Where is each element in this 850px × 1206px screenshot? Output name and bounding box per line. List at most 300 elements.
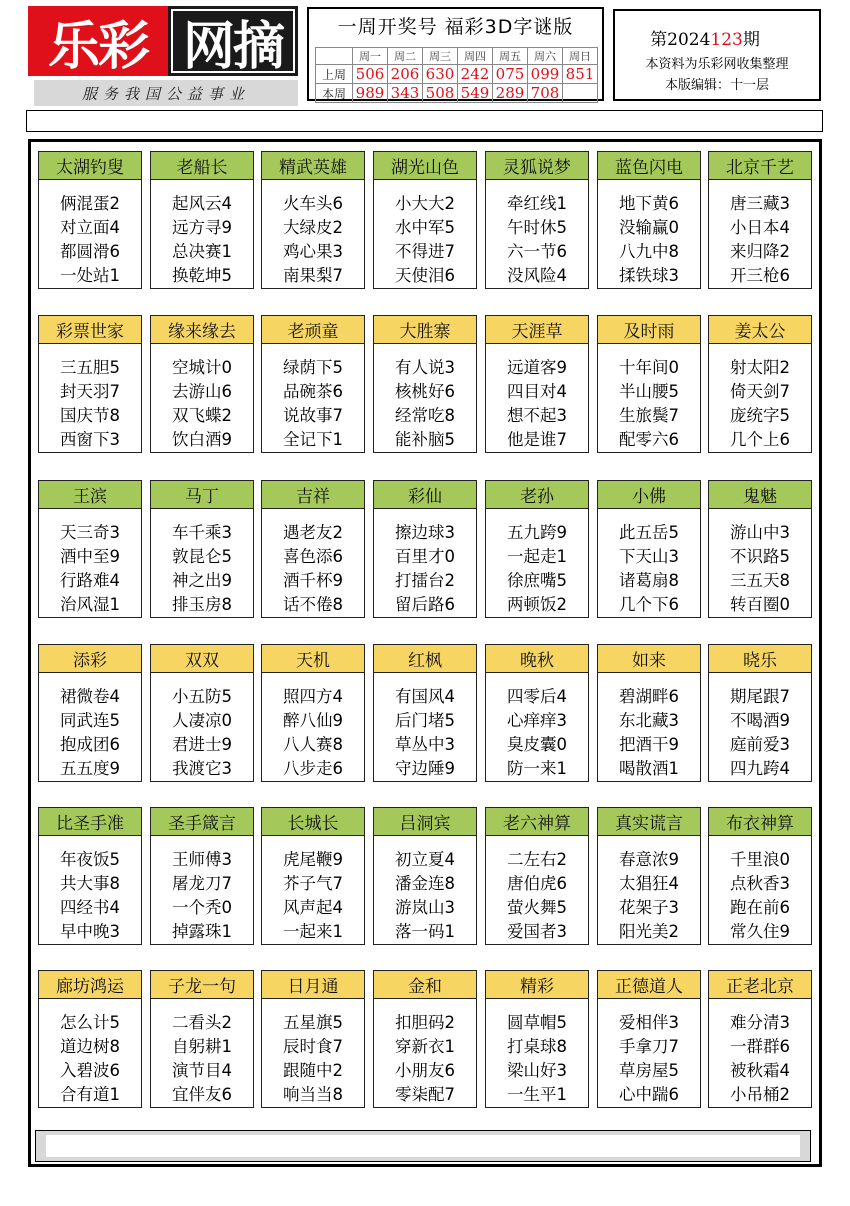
riddle-line: 全记下1 [283,430,343,449]
riddle-line: 天三奇3 [60,523,120,542]
riddle-line: 转百圈0 [730,595,790,614]
riddle-line: 此五岳5 [619,523,679,542]
riddle-card-lines [262,192,364,288]
riddle-card [597,151,701,289]
riddle-line: 响当当8 [283,1085,343,1104]
riddle-line: 草丛中3 [395,735,455,754]
riddle-line: 四经书4 [60,898,120,917]
weekday-header: 周六 [528,48,563,65]
riddle-line: 早中晚3 [60,922,120,941]
riddle-line: 火车头6 [283,194,343,213]
draw-number: 989 [353,84,388,103]
riddle-line: 四目对4 [507,382,567,401]
riddle-line: 一生平1 [507,1085,567,1104]
riddle-card-title: 精彩 [486,971,588,999]
issue-suffix: 期 [742,30,760,50]
riddle-card-title: 精武英雄 [262,152,364,180]
riddle-line: 零柒配7 [395,1085,455,1104]
riddle-line: 饮白酒9 [172,430,232,449]
riddle-line: 爱国者3 [507,922,567,941]
riddle-card-title: 湖光山色 [374,152,476,180]
riddle-line: 话不倦8 [283,595,343,614]
riddle-card-lines [39,685,141,781]
riddle-line: 圆草帽5 [507,1013,567,1032]
riddle-line: 臭皮囊0 [507,735,567,754]
riddle-line: 换乾坤5 [172,266,232,285]
weekly-draw-table [315,47,598,103]
riddle-line: 五九跨9 [507,523,567,542]
riddle-line: 道边树8 [60,1037,120,1056]
riddle-line: 入碧波6 [60,1061,120,1080]
riddle-line: 把酒干9 [619,735,679,754]
footer-bar [35,1130,811,1162]
riddle-card [150,480,254,618]
riddle-grid [28,139,822,1167]
riddle-card [597,315,701,453]
riddle-line: 都圆滑6 [60,242,120,261]
riddle-line: 演节目4 [172,1061,232,1080]
riddle-card-title: 老孙 [486,481,588,509]
riddle-line: 两顿饭2 [507,595,567,614]
riddle-line: 诸葛扇8 [619,571,679,590]
riddle-line: 小吊桶2 [730,1085,790,1104]
riddle-line: 穿新衣1 [395,1037,455,1056]
riddle-line: 八人赛8 [283,735,343,754]
riddle-line: 跟随中2 [283,1061,343,1080]
riddle-line: 没输赢0 [619,218,679,237]
riddle-line: 十年间0 [619,358,679,377]
riddle-line: 遇老友2 [283,523,343,542]
riddle-line: 绿荫下5 [283,358,343,377]
riddle-line: 唐三藏3 [730,194,790,213]
riddle-card [373,970,477,1108]
riddle-card [150,644,254,782]
riddle-line: 抱成团6 [60,735,120,754]
riddle-card-title: 北京千艺 [709,152,811,180]
riddle-card-title: 如来 [598,645,700,673]
riddle-line: 庭前爱3 [730,735,790,754]
riddle-line: 空城计0 [172,358,232,377]
draw-number: 242 [458,65,493,84]
blank-banner [26,110,823,132]
riddle-line: 心中踹6 [619,1085,679,1104]
riddle-card [261,480,365,618]
riddle-line: 来归降2 [730,242,790,261]
riddle-card-title: 日月通 [262,971,364,999]
riddle-line: 留后路6 [395,595,455,614]
riddle-card-lines [598,356,700,452]
riddle-card [373,807,477,945]
riddle-card-title: 长城长 [262,808,364,836]
riddle-line: 心痒痒3 [507,711,567,730]
riddle-line: 防一来1 [507,759,567,778]
riddle-line: 三五天8 [730,571,790,590]
riddle-line: 四九跨4 [730,759,790,778]
riddle-line: 八九中8 [619,242,679,261]
riddle-card-lines [151,685,253,781]
riddle-card-title: 及时雨 [598,316,700,344]
draw-panel-title: 一周开奖号 福彩3D字谜版 [337,16,574,38]
riddle-line: 辰时食7 [283,1037,343,1056]
riddle-card [150,315,254,453]
riddle-line: 五五度9 [60,759,120,778]
riddle-line: 揉铁球3 [619,266,679,285]
riddle-line: 生旅鬓7 [619,406,679,425]
riddle-line: 风声起4 [283,898,343,917]
riddle-card-title: 老顽童 [262,316,364,344]
riddle-line: 裙微卷4 [60,687,120,706]
riddle-card-title: 鬼魅 [709,481,811,509]
riddle-line: 太猖狂4 [619,874,679,893]
riddle-card-lines [709,685,811,781]
riddle-line: 想不起3 [507,406,567,425]
riddle-line: 掉露珠1 [172,922,232,941]
riddle-card-title: 布衣神算 [709,808,811,836]
riddle-card-lines [262,685,364,781]
riddle-line: 同武连5 [60,711,120,730]
riddle-card [708,315,812,453]
riddle-card-lines [374,192,476,288]
riddle-line: 起风云4 [172,194,232,213]
riddle-line: 排玉房8 [172,595,232,614]
this-week-label: 本周 [316,84,353,103]
riddle-card [373,151,477,289]
issue-number [603,25,807,50]
draw-number: 099 [528,65,563,84]
riddle-line: 二左右2 [507,850,567,869]
riddle-line: 游岚山3 [395,898,455,917]
riddle-card [708,970,812,1108]
riddle-card-title: 晚秋 [486,645,588,673]
riddle-line: 一起走1 [507,547,567,566]
riddle-line: 阳光美2 [619,922,679,941]
riddle-card-lines [374,848,476,944]
riddle-card-lines [709,848,811,944]
riddle-card-title: 比圣手准 [39,808,141,836]
riddle-line: 双飞蝶2 [172,406,232,425]
riddle-line: 王师傅3 [172,850,232,869]
issue-info-panel [613,9,821,101]
riddle-card-title: 马丁 [151,481,253,509]
draw-number [563,84,598,103]
riddle-line: 爱相伴3 [619,1013,679,1032]
riddle-line: 几个上6 [730,430,790,449]
riddle-line: 宜伴友6 [172,1085,232,1104]
riddle-card [38,315,142,453]
riddle-line: 大绿皮2 [283,218,343,237]
riddle-card-title: 吉祥 [262,481,364,509]
riddle-card [261,644,365,782]
riddle-card-lines [598,521,700,617]
riddle-line: 午时休5 [507,218,567,237]
draw-number: 508 [423,84,458,103]
riddle-card-lines [486,521,588,617]
riddle-line: 南果梨7 [283,266,343,285]
riddle-line: 封天羽7 [60,382,120,401]
weekday-header: 周一 [353,48,388,65]
riddle-card [373,644,477,782]
riddle-card-lines [151,356,253,452]
riddle-line: 天使泪6 [395,266,455,285]
riddle-card [485,970,589,1108]
riddle-line: 半山腰5 [619,382,679,401]
last-week-row [316,65,598,84]
riddle-card-lines [39,521,141,617]
riddle-line: 后门堵5 [395,711,455,730]
riddle-line: 鸡心果3 [283,242,343,261]
riddle-line: 治风湿1 [60,595,120,614]
riddle-line: 一起来1 [283,922,343,941]
riddle-line: 一群群6 [730,1037,790,1056]
riddle-line: 守边陲9 [395,759,455,778]
riddle-card-title: 蓝色闪电 [598,152,700,180]
riddle-line: 经常吃8 [395,406,455,425]
riddle-line: 落一码1 [395,922,455,941]
riddle-card [261,315,365,453]
riddle-line: 东北藏3 [619,711,679,730]
riddle-line: 共大事8 [60,874,120,893]
riddle-line: 虎尾鞭9 [283,850,343,869]
weekday-header: 周三 [423,48,458,65]
riddle-line: 打桌球8 [507,1037,567,1056]
riddle-line: 草房屋5 [619,1061,679,1080]
riddle-card-title: 彩仙 [374,481,476,509]
riddle-line: 没风险4 [507,266,567,285]
riddle-line: 远方寻9 [172,218,232,237]
riddle-card-lines [486,848,588,944]
riddle-line: 千里浪0 [730,850,790,869]
riddle-card-lines [39,192,141,288]
weekday-header: 周二 [388,48,423,65]
last-week-label: 上周 [316,65,353,84]
riddle-line: 百里才0 [395,547,455,566]
riddle-line: 期尾跟7 [730,687,790,706]
riddle-card-title: 姜太公 [709,316,811,344]
riddle-line: 徐庶嘴5 [507,571,567,590]
riddle-card-title: 金和 [374,971,476,999]
riddle-line: 西窗下3 [60,430,120,449]
riddle-line: 跑在前6 [730,898,790,917]
riddle-line: 小朋友6 [395,1061,455,1080]
riddle-card-title: 天机 [262,645,364,673]
riddle-line: 我渡它3 [172,759,232,778]
draw-number: 206 [388,65,423,84]
riddle-line: 小五防5 [172,687,232,706]
riddle-line: 品碗茶6 [283,382,343,401]
riddle-card-title: 吕洞宾 [374,808,476,836]
draw-number: 075 [493,65,528,84]
riddle-card [597,807,701,945]
riddle-card [485,151,589,289]
riddle-card-lines [39,848,141,944]
riddle-line: 春意浓9 [619,850,679,869]
issue-editor: 本版编辑：十一层 [664,78,769,93]
riddle-line: 喜色添6 [283,547,343,566]
logo-part-red: 乐彩 [28,6,168,76]
riddle-card-lines [262,848,364,944]
riddle-line: 唐伯虎6 [507,874,567,893]
riddle-card-lines [374,685,476,781]
riddle-line: 碧湖畔6 [619,687,679,706]
riddle-card-title: 子龙一句 [151,971,253,999]
riddle-card-title: 小佛 [598,481,700,509]
riddle-card-title: 红枫 [374,645,476,673]
riddle-card-title: 老船长 [151,152,253,180]
riddle-line: 不得进7 [395,242,455,261]
riddle-card [485,480,589,618]
riddle-card [150,151,254,289]
riddle-line: 合有道1 [60,1085,120,1104]
riddle-card-lines [486,1011,588,1107]
riddle-card [708,151,812,289]
corner-cell [316,48,353,65]
riddle-card [597,970,701,1108]
riddle-card-lines [486,685,588,781]
riddle-line: 配零六6 [619,430,679,449]
riddle-card [485,315,589,453]
riddle-line: 照四方4 [283,687,343,706]
issue-prefix: 第2024 [650,30,711,50]
draw-number: 851 [563,65,598,84]
riddle-card-lines [262,521,364,617]
riddle-line: 人凄凉0 [172,711,232,730]
riddle-card [485,807,589,945]
riddle-card-title: 廊坊鸿运 [39,971,141,999]
riddle-line: 二看头2 [172,1013,232,1032]
riddle-card-lines [39,1011,141,1107]
riddle-line: 他是谁7 [507,430,567,449]
riddle-line: 年夜饭5 [60,850,120,869]
riddle-card-title: 缘来缘去 [151,316,253,344]
riddle-card-title: 双双 [151,645,253,673]
riddle-line: 地下黄6 [619,194,679,213]
riddle-card [38,644,142,782]
draw-number: 549 [458,84,493,103]
riddle-line: 六一节6 [507,242,567,261]
riddle-card-title: 真实谎言 [598,808,700,836]
riddle-line: 三五胆5 [60,358,120,377]
riddle-card-title: 老六神算 [486,808,588,836]
riddle-card-lines [151,1011,253,1107]
riddle-line: 核桃好6 [395,382,455,401]
riddle-line: 难分清3 [730,1013,790,1032]
riddle-line: 五星旗5 [283,1013,343,1032]
riddle-line: 萤火舞5 [507,898,567,917]
riddle-card-title: 正德道人 [598,971,700,999]
riddle-card [261,807,365,945]
riddle-line: 潘金连8 [395,874,455,893]
riddle-line: 初立夏4 [395,850,455,869]
riddle-card [38,807,142,945]
riddle-line: 喝散酒1 [619,759,679,778]
riddle-line: 手拿刀7 [619,1037,679,1056]
riddle-line: 酒中至9 [60,547,120,566]
riddle-line: 常久住9 [730,922,790,941]
riddle-line: 不喝酒9 [730,711,790,730]
weekday-header: 周日 [563,48,598,65]
riddle-card-lines [709,1011,811,1107]
draw-number: 708 [528,84,563,103]
riddle-card-lines [709,521,811,617]
riddle-card [708,644,812,782]
weekday-header: 周四 [458,48,493,65]
riddle-card-title: 灵狐说梦 [486,152,588,180]
riddle-card-lines [374,521,476,617]
riddle-line: 不识路5 [730,547,790,566]
weekly-draw-panel [307,7,604,101]
riddle-line: 去游山6 [172,382,232,401]
riddle-line: 敦昆仑5 [172,547,232,566]
riddle-line: 点秋香3 [730,874,790,893]
riddle-line: 怎么计5 [60,1013,120,1032]
riddle-card-title: 晓乐 [709,645,811,673]
riddle-line: 行路难4 [60,571,120,590]
logo-part-black: 网摘 [168,6,298,76]
riddle-line: 自躬耕1 [172,1037,232,1056]
issue-source-note: 本资料为乐彩网收集整理 [645,57,789,72]
weekday-header-row [316,48,598,65]
riddle-line: 屠龙刀7 [172,874,232,893]
riddle-line: 射太阳2 [730,358,790,377]
riddle-card [597,644,701,782]
riddle-line: 庞统字5 [730,406,790,425]
riddle-line: 说故事7 [283,406,343,425]
riddle-card [150,807,254,945]
riddle-line: 擦边球3 [395,523,455,542]
riddle-line: 花架子3 [619,898,679,917]
riddle-line: 总决赛1 [172,242,232,261]
riddle-card-lines [262,1011,364,1107]
riddle-card-lines [598,1011,700,1107]
riddle-card-lines [598,192,700,288]
riddle-card-lines [262,356,364,452]
riddle-line: 醉八仙9 [283,711,343,730]
riddle-line: 牵红线1 [507,194,567,213]
riddle-card-lines [486,192,588,288]
riddle-line: 远道客9 [507,358,567,377]
riddle-card [708,807,812,945]
riddle-line: 一处站1 [60,266,120,285]
draw-number: 343 [388,84,423,103]
riddle-line: 国庆节8 [60,406,120,425]
riddle-line: 小日本4 [730,218,790,237]
weekday-header: 周五 [493,48,528,65]
riddle-line: 打擂台2 [395,571,455,590]
riddle-card [38,151,142,289]
riddle-card [485,644,589,782]
riddle-line: 倚天剑7 [730,382,790,401]
riddle-line: 有国风4 [395,687,455,706]
riddle-card-lines [151,848,253,944]
riddle-card [261,970,365,1108]
riddle-line: 车千乘3 [172,523,232,542]
riddle-card [708,480,812,618]
riddle-line: 小大大2 [395,194,455,213]
riddle-card [38,970,142,1108]
riddle-card-title: 圣手箴言 [151,808,253,836]
riddle-line: 神之出9 [172,571,232,590]
riddle-line: 被秋霜4 [730,1061,790,1080]
riddle-card [373,315,477,453]
site-logo [28,6,298,103]
riddle-card [261,151,365,289]
riddle-line: 八步走6 [283,759,343,778]
riddle-card-lines [374,1011,476,1107]
riddle-card-title: 正老北京 [709,971,811,999]
draw-number: 630 [423,65,458,84]
riddle-card-title: 王滨 [39,481,141,509]
riddle-line: 能补脑5 [395,430,455,449]
